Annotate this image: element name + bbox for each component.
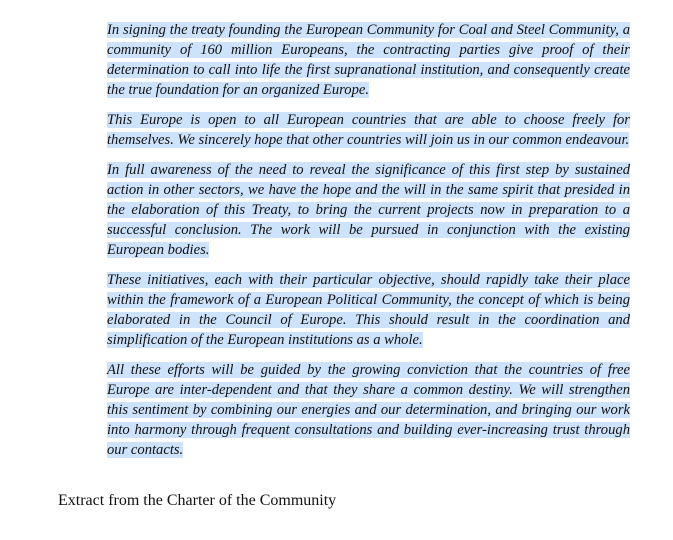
selected-text[interactable]: In signing the treaty founding the European Community for Coal and Steel Community, a community of 160 million Europeans, the contracting parties give proof of their determination to call into life the first supranational institution, and consequently create the true foundation for an organized Europe.	[107, 22, 630, 98]
quote-paragraph-3	[107, 160, 630, 260]
quote-paragraph-2	[107, 110, 630, 150]
selected-text[interactable]: All these efforts will be guided by the growing conviction that the countries of free Europe are inter-dependent and that they share a common destiny. We will strengthen this sentiment by combining our energies and our determination, and bringing our work into harmony through frequent consultations and building ever-increasing trust through our contacts.	[107, 362, 630, 458]
charter-quote	[107, 20, 630, 470]
quote-paragraph-5	[107, 360, 630, 460]
quote-paragraph-1	[107, 20, 630, 100]
selected-text[interactable]: These initiatives, each with their particular objective, should rapidly take their place within the framework of a European Political Community, the concept of which is being elaborated in the Council of Europe. This should result in the coordination and simplification of the European institutions as a whole.	[107, 272, 630, 348]
selected-text[interactable]: In full awareness of the need to reveal the significance of this first step by sustained action in other sectors, we have the hope and the will in the same spirit that presided in the elaboration of this Treaty, to bring the current projects now in preparation to a successful conclusion. The work will be pursued in conjunction with the existing European bodies.	[107, 162, 630, 258]
quote-paragraph-4	[107, 270, 630, 350]
selected-text[interactable]: This Europe is open to all European countries that are able to choose freely for themselves. We sincerely hope that other countries will join us in our common endeavour.	[107, 112, 630, 148]
source-caption: Extract from the Charter of the Community	[58, 492, 337, 509]
